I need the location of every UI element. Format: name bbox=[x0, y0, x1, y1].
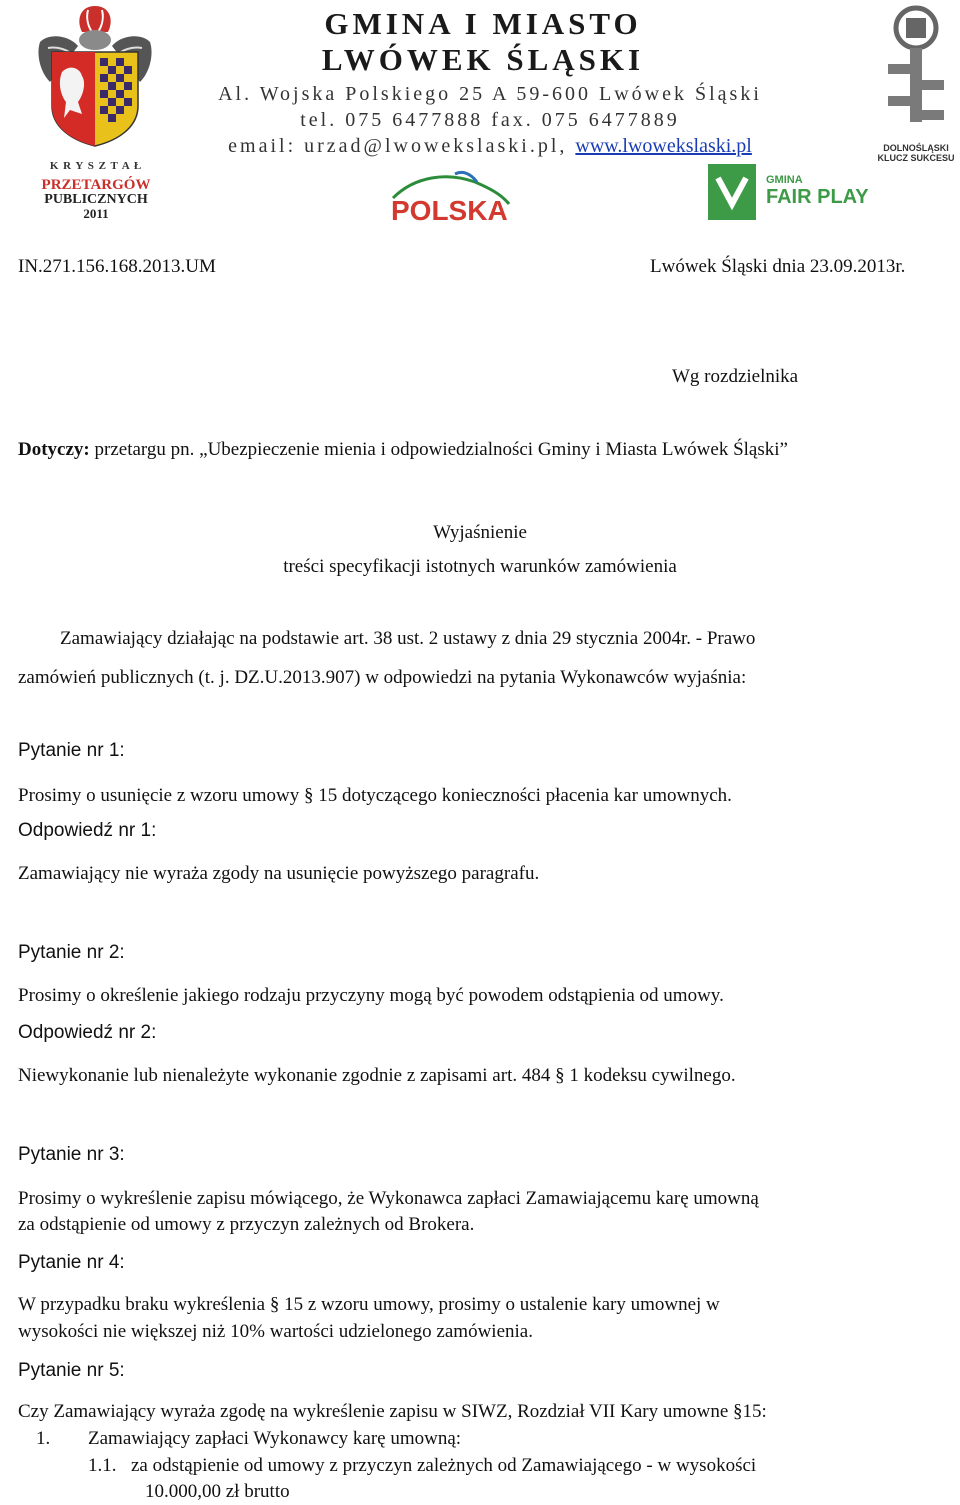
question-5-item-1-text: Zamawiający zapłaci Wykonawcy karę umowną: bbox=[88, 1428, 462, 1449]
question-4-line-2: wysokości nie większej niż 10% wartości udzielonego zamówienia. bbox=[18, 1321, 533, 1342]
award-text-block bbox=[22, 160, 170, 221]
polska-logo bbox=[385, 168, 515, 230]
question-4-line-1: W przypadku braku wykreślenia § 15 z wzoru umowy, prosimy o ustalenie kary umownej w bbox=[18, 1294, 720, 1315]
fair-play-gmina-text: GMINA bbox=[766, 174, 803, 186]
answer-2-text: Niewykonanie lub nienależyte wykonanie zgodnie z zapisami art. 484 § 1 kodeksu cywilnego. bbox=[18, 1065, 736, 1086]
address-line: Al. Wojska Polskiego 25 A 59-600 Lwówek Śląski bbox=[218, 83, 762, 105]
heading-specification: treści specyfikacji istotnych warunków zamówienia bbox=[283, 556, 677, 577]
question-1-text: Prosimy o usunięcie z wzoru umowy § 15 dotyczącego konieczności płacenia kar umownych. bbox=[18, 785, 732, 806]
reference-number: IN.271.156.168.2013.UM bbox=[18, 256, 216, 277]
question-5-item-1-1-text: za odstąpienie od umowy z przyczyn zależnych od Zamawiającego - w wysokości bbox=[131, 1455, 757, 1476]
question-5-label: Pytanie nr 5: bbox=[18, 1360, 125, 1381]
heading-explanation: Wyjaśnienie bbox=[433, 522, 527, 543]
subject-text: przetargu pn. „Ubezpieczenie mienia i odpowiedzialności Gminy i Miasta Lwówek Śląski” bbox=[89, 439, 788, 460]
phone-line: tel. 075 6477888 fax. 075 6477889 bbox=[300, 109, 680, 131]
subject-label: Dotyczy: bbox=[18, 439, 90, 460]
award-kr-text: K R Y S Z T A Ł bbox=[49, 160, 143, 172]
question-5-item-1-1-amount: 10.000,00 zł brutto bbox=[145, 1481, 290, 1502]
question-5-item-1-number: 1. bbox=[36, 1428, 51, 1449]
question-2-label: Pytanie nr 2: bbox=[18, 942, 125, 963]
answer-1-text: Zamawiający nie wyraża zgody na usunięcie powyższego paragrafu. bbox=[18, 863, 540, 884]
question-4-label: Pytanie nr 4: bbox=[18, 1252, 125, 1273]
question-3-label: Pytanie nr 3: bbox=[18, 1144, 125, 1165]
fair-play-logo bbox=[708, 164, 873, 222]
place-date: Lwówek Śląski dnia 23.09.2013r. bbox=[650, 256, 906, 277]
website-link[interactable]: www.lwowekslaski.pl bbox=[575, 135, 752, 157]
question-5-item-1-1-number: 1.1. bbox=[88, 1455, 117, 1476]
email-line bbox=[150, 134, 830, 158]
question-3-line-1: Prosimy o wykreślenie zapisu mówiącego, że Wykonawca zapłaci Zamawiającemu karę umowną bbox=[18, 1188, 759, 1209]
recipient: Wg rozdzielnika bbox=[672, 366, 799, 387]
intro-line-2: zamówień publicznych (t. j. DZ.U.2013.907) w odpowiedzi na pytania Wykonawców wyjaśnia: bbox=[18, 667, 747, 688]
dolnoslaski-line1-text: DOLNOŚLĄSKI bbox=[883, 143, 949, 153]
award-line2-text: PUBLICZNYCH bbox=[44, 192, 148, 207]
award-year-text: 2011 bbox=[83, 206, 109, 221]
question-5-line-1: Czy Zamawiający wyraża zgodę na wykreślenie zapisu w SIWZ, Rozdział VII Kary umowne §15: bbox=[18, 1401, 767, 1422]
question-1-label: Pytanie nr 1: bbox=[18, 740, 125, 761]
email-text: email: urzad@lwowekslaski.pl, bbox=[228, 135, 568, 157]
fair-play-title-text: FAIR PLAY bbox=[766, 186, 869, 208]
intro-line-1: Zamawiający działając na podstawie art. 38 ust. 2 ustawy z dnia 29 stycznia 2004r. - Prawo bbox=[60, 628, 756, 649]
municipality-title-line2: LWÓWEK ŚLĄSKI bbox=[321, 42, 645, 77]
answer-2-label: Odpowiedź nr 2: bbox=[18, 1022, 157, 1043]
question-3-line-2: za odstąpienie od umowy z przyczyn zależnych od Brokera. bbox=[18, 1214, 475, 1235]
question-2-text: Prosimy o określenie jakiego rodzaju przyczyny mogą być powodem odstąpienia od umowy. bbox=[18, 985, 724, 1006]
coat-of-arms-logo bbox=[30, 2, 160, 160]
fair-play-badge bbox=[708, 164, 756, 220]
answer-1-label: Odpowiedź nr 1: bbox=[18, 820, 157, 841]
dolnoslaski-key-logo bbox=[874, 4, 958, 168]
subject-line bbox=[18, 439, 788, 461]
dolnoslaski-line2-text: KLUCZ SUKCESU bbox=[877, 153, 955, 163]
municipality-title-line1: GMINA I MIASTO bbox=[324, 6, 642, 41]
polska-logo-text: POLSKA bbox=[391, 195, 508, 226]
award-line1-text: PRZETARGÓW bbox=[41, 177, 151, 193]
